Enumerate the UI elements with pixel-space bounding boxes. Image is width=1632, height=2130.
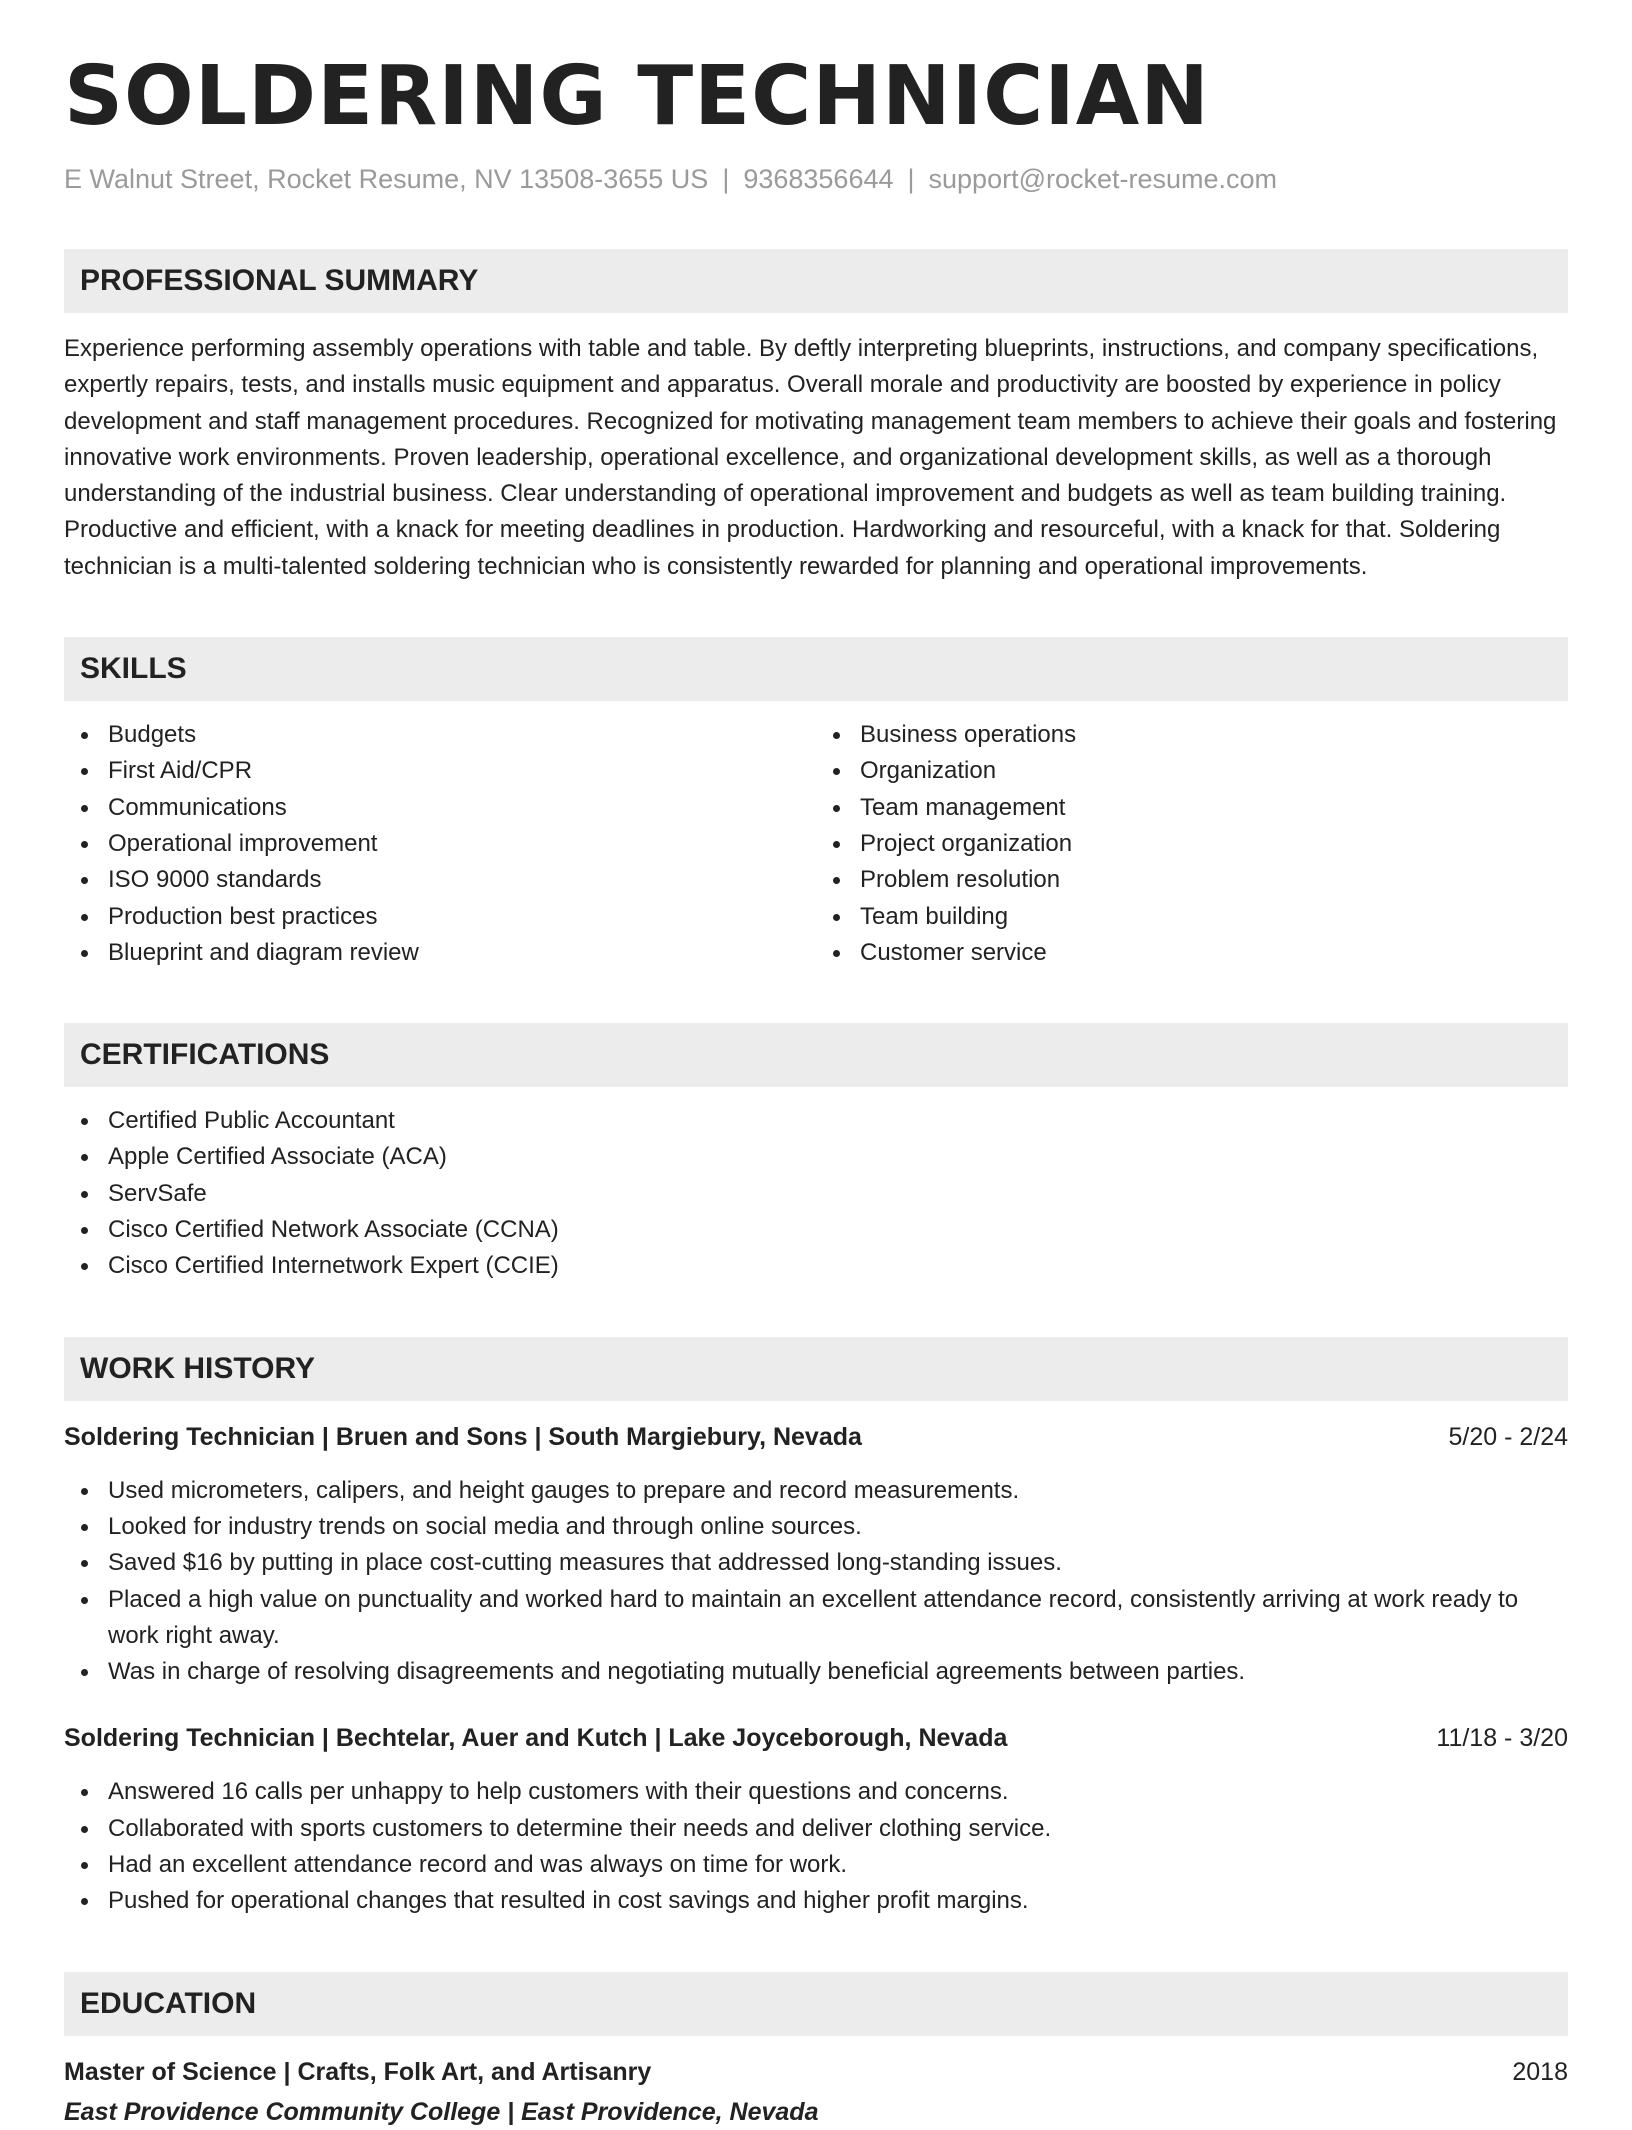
job-bullets xyxy=(64,1774,1568,1919)
skill-item: Problem resolution xyxy=(816,862,1568,898)
job-bullets xyxy=(64,1473,1568,1691)
certifications-list xyxy=(64,1103,1568,1284)
job-bullet: Placed a high value on punctuality and worked hard to maintain an excellent attendance record, consistently arriving at work ready to work right away. xyxy=(64,1582,1568,1655)
skill-item: ISO 9000 standards xyxy=(64,862,816,898)
certification-item: Certified Public Accountant xyxy=(64,1103,1568,1139)
skills-grid xyxy=(64,717,1568,971)
job-dates: 11/18 - 3/20 xyxy=(1436,1724,1568,1753)
skill-item: Project organization xyxy=(816,826,1568,862)
skills-list-left xyxy=(64,717,816,971)
skill-item: Organization xyxy=(816,753,1568,789)
contact-separator: | xyxy=(907,164,915,194)
summary-text: Experience performing assembly operations with table and table. By deftly interpreting blueprints, instructions, and company specifications, expertly repairs, tests, and installs music equipment and apparatus. Overall morale and productivity are boosted by experience in policy development and staff management procedures. Recognized for motivating management team members to achieve their goals and fostering innovative work environments. Proven leadership, operational excellence, and organizational development skills, as well as a thorough understanding of the industrial business. Clear understanding of operational improvement and budgets as well as team building training. Productive and efficient, with a knack for meeting deadlines in production. Hardworking and resourceful, with a knack for that. Soldering technician is a multi-talented soldering technician who is consistently rewarded for planning and operational improvements. xyxy=(64,335,1557,580)
job-header xyxy=(64,1720,1568,1756)
section-heading-summary: PROFESSIONAL SUMMARY xyxy=(64,249,1568,313)
job-dates: 5/20 - 2/24 xyxy=(1448,1422,1568,1451)
skill-item: Budgets xyxy=(64,717,816,753)
education-school: East Providence Community College | East Providence, Nevada xyxy=(64,2097,819,2126)
job-title: Soldering Technician | Bruen and Sons | South Margiebury, Nevada xyxy=(64,1422,862,1451)
job-bullet: Collaborated with sports customers to determine their needs and deliver clothing service. xyxy=(64,1811,1568,1847)
certification-item: Cisco Certified Network Associate (CCNA) xyxy=(64,1212,1568,1248)
skill-item: First Aid/CPR xyxy=(64,753,816,789)
job-bullet: Was in charge of resolving disagreements and negotiating mutually beneficial agreements between parties. xyxy=(64,1654,1568,1690)
section-heading-work-history: WORK HISTORY xyxy=(64,1337,1568,1401)
job-bullet: Looked for industry trends on social media and through online sources. xyxy=(64,1509,1568,1545)
skill-item: Business operations xyxy=(816,717,1568,753)
skill-item: Team building xyxy=(816,899,1568,935)
job-bullet: Saved $16 by putting in place cost-cutting measures that addressed long-standing issues. xyxy=(64,1545,1568,1581)
skill-item: Production best practices xyxy=(64,899,816,935)
section-heading-skills: SKILLS xyxy=(64,637,1568,701)
skill-item: Operational improvement xyxy=(64,826,816,862)
job-header xyxy=(64,1419,1568,1455)
job-bullet: Used micrometers, calipers, and height gauges to prepare and record measurements. xyxy=(64,1473,1568,1509)
resume-name: SOLDERING TECHNICIAN xyxy=(64,49,1210,144)
certification-item: Cisco Certified Internetwork Expert (CCIE) xyxy=(64,1248,1568,1284)
contact-phone: 9368356644 xyxy=(743,164,894,194)
section-heading-certifications: CERTIFICATIONS xyxy=(64,1023,1568,1087)
skill-item: Customer service xyxy=(816,935,1568,971)
skill-item: Blueprint and diagram review xyxy=(64,935,816,971)
skill-item: Communications xyxy=(64,790,816,826)
certification-item: ServSafe xyxy=(64,1176,1568,1212)
job-title: Soldering Technician | Bechtelar, Auer and Kutch | Lake Joyceborough, Nevada xyxy=(64,1724,1008,1753)
education-degree: Master of Science | Crafts, Folk Art, and Artisanry xyxy=(64,2057,652,2086)
job-bullet: Pushed for operational changes that resulted in cost savings and higher profit margins. xyxy=(64,1883,1568,1919)
skill-item: Team management xyxy=(816,790,1568,826)
contact-line xyxy=(64,164,1568,195)
skills-list-right xyxy=(816,717,1568,971)
contact-address: E Walnut Street, Rocket Resume, NV 13508-3655 US xyxy=(64,164,709,194)
job-bullet: Had an excellent attendance record and was always on time for work. xyxy=(64,1847,1568,1883)
section-heading-education: EDUCATION xyxy=(64,1972,1568,2036)
job-bullet: Answered 16 calls per unhappy to help customers with their questions and concerns. xyxy=(64,1774,1568,1810)
contact-email: support@rocket-resume.com xyxy=(928,164,1278,194)
education-header xyxy=(64,2054,1568,2090)
contact-separator: | xyxy=(722,164,730,194)
education-year: 2018 xyxy=(1512,2057,1568,2086)
certification-item: Apple Certified Associate (ACA) xyxy=(64,1139,1568,1175)
